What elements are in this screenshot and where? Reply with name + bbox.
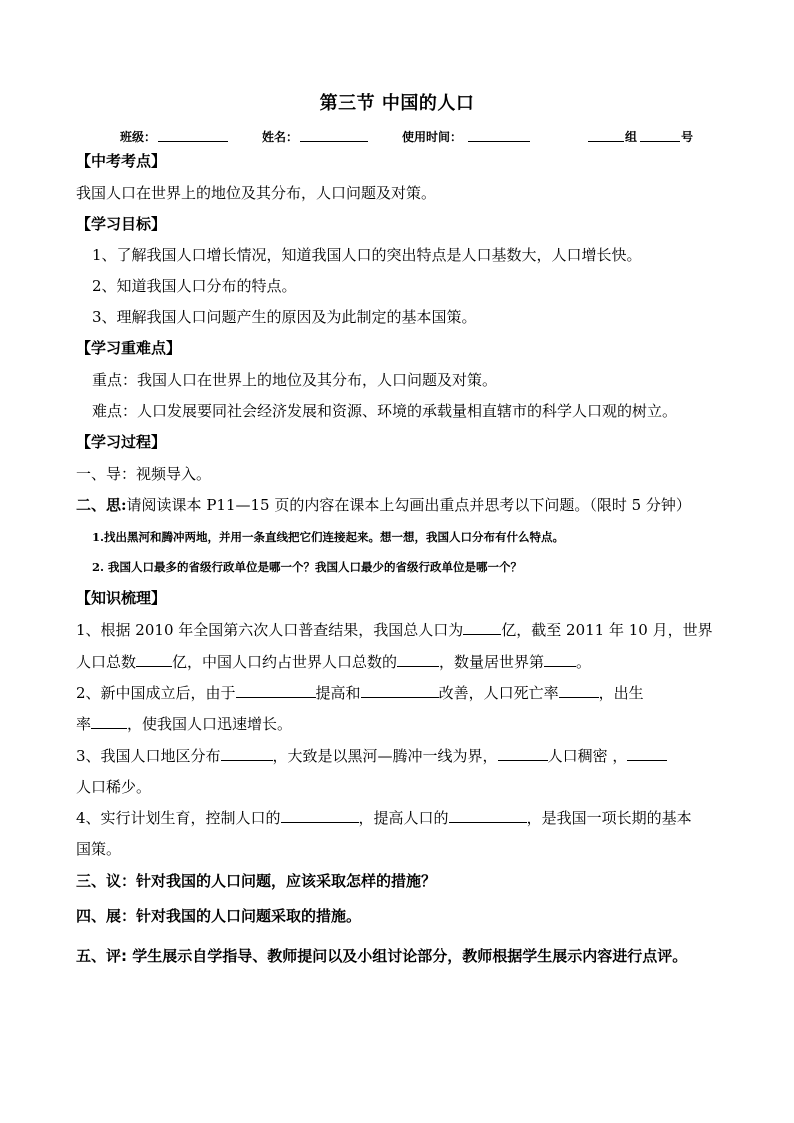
k2-text-d: ，出生 xyxy=(598,684,644,702)
k1-blank-rank[interactable] xyxy=(544,652,576,667)
k2-blank-birth-rate[interactable] xyxy=(91,714,127,729)
step-5: 五、评: 学生展示自学指导、教师提问以及小组讨论部分，教师根据学生展示内容进行点评。 xyxy=(76,947,688,965)
k3-text-a: 3、我国人口地区分布 xyxy=(76,747,221,765)
k3-blank-dense-side[interactable] xyxy=(498,746,548,761)
k1-text-e: ，数量居世界第 xyxy=(439,653,545,671)
knowledge-item-4-line-2: 国策。 xyxy=(76,840,122,858)
step-1: 一、导：视频导入。 xyxy=(76,465,212,483)
key-difficult-heading: 【学习重难点】 xyxy=(76,339,182,357)
name-blank[interactable] xyxy=(300,127,368,142)
k2-text-b: 提高和 xyxy=(315,684,361,702)
group-label: 组 xyxy=(625,130,638,144)
k1-text-d: 亿，中国人口约占世界人口总数的 xyxy=(172,653,398,671)
k3-text-b: ，大致是以黑河—腾冲一线为界， xyxy=(272,747,498,765)
knowledge-item-3-line-1 xyxy=(76,746,667,766)
class-blank[interactable] xyxy=(158,127,228,142)
k2-text-e: 率 xyxy=(76,715,92,733)
step-4: 四、展：针对我国的人口问题采取的措施。 xyxy=(76,907,362,925)
knowledge-item-4-line-1 xyxy=(76,808,692,828)
k3-blank-sparse-side[interactable] xyxy=(627,746,667,761)
step-3: 三、议：针对我国的人口问题，应该采取怎样的措施？ xyxy=(76,872,437,890)
knowledge-heading: 【知识梳理】 xyxy=(76,589,167,607)
k1-blank-world-pop[interactable] xyxy=(136,652,172,667)
knowledge-item-1-line-2 xyxy=(76,652,591,672)
step-2-text: 请阅读课本 P11—15 页的内容在课本上勾画出重点并思考以下问题。（限时 5 分钟） xyxy=(126,496,691,514)
number-label: 号 xyxy=(681,130,694,144)
group-blank[interactable] xyxy=(588,127,624,142)
step-2 xyxy=(76,495,691,515)
k2-text-a: 2、新中国成立后，由于 xyxy=(76,684,236,702)
k1-text-f: 。 xyxy=(576,653,592,671)
question-2: 2. 我国人口最多的省级行政单位是哪一个？我国人口最少的省级行政单位是哪一个？ xyxy=(92,560,523,574)
question-1: 1.找出黑河和腾冲两地，并用一条直线把它们连接起来。想一想，我国人口分布有什么特点。 xyxy=(92,530,565,544)
k1-text-a: 1、根据 2010 年全国第六次人口普查结果，我国总人口为 xyxy=(76,621,464,639)
goal-1: 1、了解我国人口增长情况，知道我国人口的突出特点是人口基数大，人口增长快。 xyxy=(92,246,642,264)
k1-text-b: 亿，截至 2011 年 10 月，世界 xyxy=(501,621,713,639)
knowledge-item-1-line-1 xyxy=(76,620,713,640)
k2-blank-2[interactable] xyxy=(361,683,439,698)
difficult-point: 难点：人口发展要同社会经济发展和资源、环境的承载量相直辖市的科学人口观的树立。 xyxy=(92,402,678,420)
exam-points-heading: 【中考考点】 xyxy=(76,152,167,170)
k1-text-c: 人口总数 xyxy=(76,653,137,671)
name-label: 姓名： xyxy=(262,130,299,144)
k4-blank-2[interactable] xyxy=(449,808,527,823)
class-label: 班级： xyxy=(120,130,157,144)
k1-blank-share[interactable] xyxy=(397,652,439,667)
k2-blank-death-rate[interactable] xyxy=(559,683,599,698)
exam-points-text: 我国人口在世界上的地位及其分布，人口问题及对策。 xyxy=(76,184,437,202)
k4-blank-1[interactable] xyxy=(281,808,359,823)
knowledge-item-3-line-2: 人口稀少。 xyxy=(76,778,152,796)
page-title: 第三节 中国的人口 xyxy=(319,93,475,114)
k3-blank-distribution[interactable] xyxy=(221,746,273,761)
time-blank[interactable] xyxy=(468,127,530,142)
process-heading: 【学习过程】 xyxy=(76,433,167,451)
k4-text-b: ，提高人口的 xyxy=(358,809,449,827)
number-blank[interactable] xyxy=(640,127,680,142)
k2-blank-1[interactable] xyxy=(236,683,316,698)
key-point: 重点：我国人口在世界上的地位及其分布，人口问题及对策。 xyxy=(92,371,498,389)
goal-2: 2、知道我国人口分布的特点。 xyxy=(92,277,297,295)
knowledge-item-2-line-2 xyxy=(76,714,292,734)
k2-text-c: 改善，人口死亡率 xyxy=(438,684,559,702)
goals-heading: 【学习目标】 xyxy=(76,215,167,233)
k3-text-c: 人口稠密 ， xyxy=(547,747,628,765)
knowledge-item-2-line-1 xyxy=(76,683,644,703)
k1-blank-total-pop[interactable] xyxy=(463,620,501,635)
k2-text-f: ，使我国人口迅速增长。 xyxy=(127,715,293,733)
goal-3: 3、理解我国人口问题产生的原因及为此制定的基本国策。 xyxy=(92,308,477,326)
k4-text-a: 4、实行计划生育，控制人口的 xyxy=(76,809,281,827)
k4-text-c: ，是我国一项长期的基本 xyxy=(526,809,692,827)
step-2-label: 二、思: xyxy=(76,496,127,514)
time-label: 使用时间： xyxy=(402,130,463,144)
